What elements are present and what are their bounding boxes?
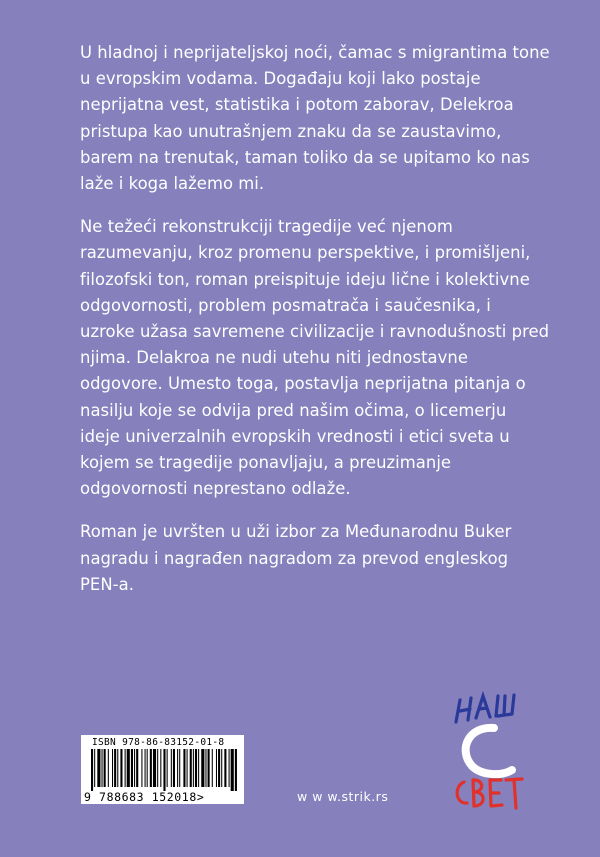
barcode-bar — [117, 749, 118, 787]
barcode-bar — [102, 749, 103, 787]
barcode-bar — [198, 749, 199, 787]
barcode-bar — [190, 749, 192, 787]
barcode-bar — [221, 749, 222, 787]
barcode-bar — [120, 749, 122, 787]
logo-top-lettering — [456, 695, 514, 722]
isbn-barcode — [81, 735, 244, 804]
barcode-bar — [177, 749, 178, 787]
barcode-bar — [229, 749, 230, 787]
barcode-bar — [160, 749, 161, 787]
publisher-website: w w w.strik.rs — [297, 789, 389, 804]
barcode-bar — [171, 749, 172, 787]
barcode-bar — [108, 749, 109, 787]
barcode-bar — [167, 749, 168, 787]
barcode-bar — [212, 749, 213, 787]
ean-quiet-zone-mark: > — [196, 790, 205, 804]
logo-bottom-lettering — [457, 779, 522, 808]
barcode-bar — [112, 749, 113, 787]
barcode-bar — [216, 749, 217, 787]
blurb-paragraph-2: Ne težeći rekonstrukciji tragedije već njenom razumevanju, kroz promenu perspektive, i promišljeni, filozofski ton, roman preispituje ideju lične i kolektivne odgovornosti, problem posmatrača i saučesnika, i uzroke užasa savremene civilizacije i ravnodušnosti pred njima. Delakroa ne nudi utehu niti jednostavne odgovore. Umesto toga, postavlja neprijatna pitanja o nasilju koje se odvija pred našim očima, o licemerju ideje univerzalnih evropskih vrednosti i etici sveta u kojem se tragedije ponavljaju, a preuzimanje odgovornosti neprestano odlaže. — [80, 217, 550, 499]
barcode-bar — [187, 749, 188, 787]
barcode-bar — [145, 749, 146, 787]
barcode-bar — [224, 749, 226, 787]
barcode-bar — [97, 749, 100, 787]
barcode-bar — [150, 749, 152, 787]
barcode-bars — [85, 749, 240, 791]
barcode-bar — [208, 749, 210, 787]
barcode-bar — [127, 749, 130, 787]
barcode-bar — [201, 749, 204, 787]
publisher-logo — [446, 690, 536, 815]
barcode-bar — [114, 749, 116, 787]
ean-digits — [84, 790, 204, 804]
blurb-paragraph-1: U hladnoj i neprijateljskoj noći, čamac s migrantima tone u evropskim vodama. Događaju koji lako postaje neprijatna vest, statistika i potom zaborav, Delekroa pristupa kao unutrašnjem znaku da se zaustavimo, barem na trenutak, taman toliko da se upitamo ko nas laže i koga lažemo mi. — [80, 43, 550, 194]
barcode-bar — [173, 749, 175, 787]
barcode-bar — [91, 749, 93, 791]
barcode-bar — [235, 749, 237, 791]
barcode-bar — [153, 749, 156, 787]
back-cover-blurb — [80, 40, 550, 615]
barcode-bar — [179, 749, 180, 787]
barcode-bar — [131, 749, 133, 787]
barcode-bar — [218, 749, 220, 787]
barcode-bar — [104, 749, 106, 787]
blurb-paragraph-3: Roman je uvršten u uži izbor za Međunarodnu Buker nagradu i nagrađen nagradom za prevod engleskog PEN-a. — [80, 522, 512, 594]
barcode-bar — [193, 749, 194, 787]
logo-arc — [466, 728, 512, 774]
barcode-bar — [125, 749, 126, 787]
isbn-label: ISBN 978-86-83152-01-8 — [92, 737, 225, 748]
ean-number: 9 788683 152018 — [84, 790, 197, 804]
barcode-bar — [147, 749, 148, 787]
barcode-bar — [163, 749, 165, 791]
barcode-bar — [141, 749, 142, 787]
barcode-bar — [205, 749, 206, 787]
barcode-bar — [94, 749, 95, 787]
barcode-bar — [195, 749, 197, 787]
barcode-bar — [157, 749, 158, 787]
barcode-bar — [136, 749, 138, 787]
barcode-bar — [231, 749, 234, 791]
barcode-bar — [183, 749, 185, 787]
barcode-bar — [134, 749, 135, 787]
